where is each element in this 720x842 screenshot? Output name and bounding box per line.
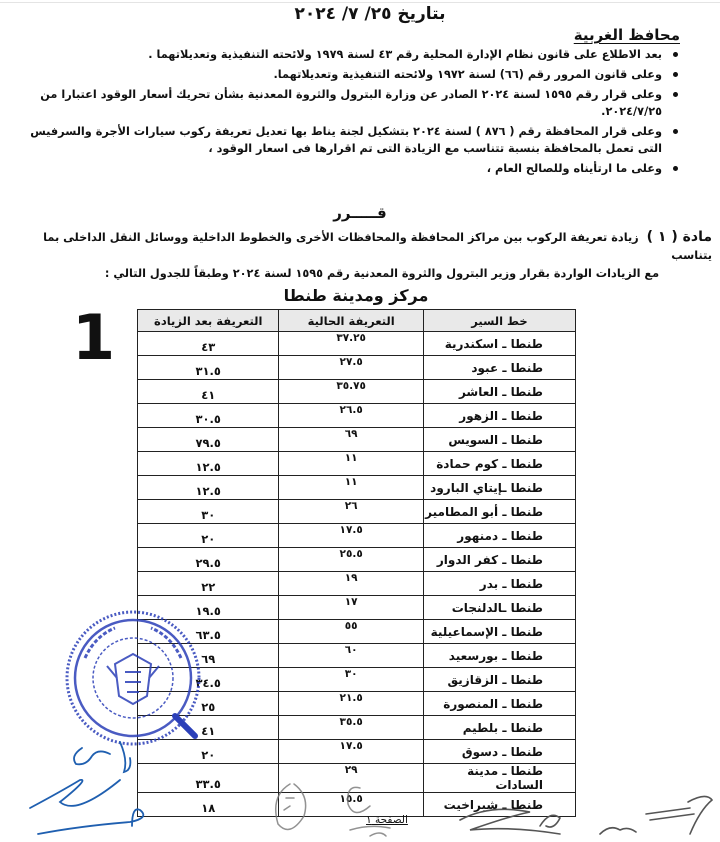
new-fare-cell: ٧٩.٥ xyxy=(138,428,279,452)
article-label: مادة ( ١ ) xyxy=(646,229,712,245)
new-fare-cell: ١٢.٥ xyxy=(138,452,279,476)
bullet-icon xyxy=(673,72,678,77)
preamble-item: وعلى قرار المحافظة رقم ( ٨٧٦ ) لسنة ٢٠٢٤ بتشكيل لجنة يناط بها تعديل تعريفة ركوب سيارات الأجرة والسرفيس التى تعمل بالمحافظة بنسبة تتناسب مع الزيادة التى تم اقرارها فى اسعار الوقود ، xyxy=(24,123,684,157)
current-fare-cell: ٣٥.٧٥ xyxy=(279,380,423,404)
table-row xyxy=(138,524,576,548)
new-fare-cell: ٤٣ xyxy=(138,332,279,356)
route-cell: طنطا ـإيتاي البارود xyxy=(423,476,575,500)
current-fare-cell: ١٧.٥ xyxy=(279,524,423,548)
table-row xyxy=(138,452,576,476)
decree-heading: قـــــرر xyxy=(333,204,387,222)
signature-middle xyxy=(250,776,410,842)
new-fare-cell: ٢٠ xyxy=(138,524,279,548)
current-fare-cell: ٢٥.٥ xyxy=(279,548,423,572)
route-cell: طنطا ـالدلنجات xyxy=(423,596,575,620)
current-fare-cell: ٦٠ xyxy=(279,644,423,668)
new-fare-cell: ٣٠ xyxy=(138,500,279,524)
preamble-item: وعلى قرار رقم ١٥٩٥ لسنة ٢٠٢٤ الصادر عن وزارة البترول والثروة المعدنية بشأن تحريك أسعار الوقود اعتبارا من ٢٠٢٤/٧/٢٥. xyxy=(24,86,684,120)
page-number: الصفحة ١ xyxy=(366,814,408,826)
preamble-list xyxy=(24,46,684,180)
preamble-item: بعد الاطلاع على قانون نظام الإدارة المحلية رقم ٤٣ لسنة ١٩٧٩ ولائحته التنفيذية وتعديلاتهما . xyxy=(24,46,684,63)
current-fare-cell: ٣٥.٥ xyxy=(279,716,423,740)
preamble-item: وعلى قانون المرور رقم (٦٦) لسنة ١٩٧٢ ولائحته التنفيذية وتعديلاتهما. xyxy=(24,66,684,83)
current-fare-cell: ٢٩ xyxy=(279,764,423,793)
current-fare-cell: ١١ xyxy=(279,452,423,476)
current-fare-cell: ٢٦.٥ xyxy=(279,404,423,428)
table-row xyxy=(138,548,576,572)
table-row xyxy=(138,356,576,380)
current-fare-cell: ٣٧.٢٥ xyxy=(279,332,423,356)
route-cell: طنطا ـ بدر xyxy=(423,572,575,596)
current-fare-cell: ١٧ xyxy=(279,596,423,620)
route-cell: طنطا ـ بورسعيد xyxy=(423,644,575,668)
header-new-fare: التعريفة بعد الزيادة xyxy=(138,310,279,332)
table-header-row xyxy=(138,310,576,332)
new-fare-cell: ٦٣.٥ xyxy=(138,620,279,644)
current-fare-cell: ٢٧.٥ xyxy=(279,356,423,380)
table-row xyxy=(138,332,576,356)
header-current-fare: التعريفة الحالية xyxy=(279,310,423,332)
header-route: خط السير xyxy=(423,310,575,332)
route-cell: طنطا ـ كوم حمادة xyxy=(423,452,575,476)
new-fare-cell: ١٢.٥ xyxy=(138,476,279,500)
table-row xyxy=(138,380,576,404)
article-text-line2: مع الزيادات الواردة بقرار وزير البترول والثروة المعدنية رقم ١٥٩٥ لسنة ٢٠٢٤ وطبقاً للجدول التالي : xyxy=(104,267,660,280)
new-fare-cell: ٢٥ xyxy=(138,692,279,716)
new-fare-cell: ٤١ xyxy=(138,716,279,740)
new-fare-cell: ١٩.٥ xyxy=(138,596,279,620)
current-fare-cell: ١٩ xyxy=(279,572,423,596)
route-cell: طنطا ـ مدينة السادات xyxy=(423,764,575,793)
bullet-icon xyxy=(673,92,678,97)
route-cell: طنطا ـ أبو المطامير xyxy=(423,500,575,524)
route-cell: طنطا ـ شبراخيت xyxy=(423,793,575,817)
signature-right xyxy=(450,790,720,842)
table-row xyxy=(138,500,576,524)
issuer-title: محافظ الغربية xyxy=(573,26,680,44)
article-text-line1: زيادة تعريفة الركوب بين مراكز المحافظة والمحافظات الأخرى والخطوط الداخلية ووسائل النقل الداخلى بما يتناسب xyxy=(43,231,712,262)
document-date: بتاريخ ٢٥/ ٧/ ٢٠٢٤ xyxy=(294,4,446,24)
preamble-item: وعلى ما ارتأيناه وللصالح العام ، xyxy=(24,160,684,177)
route-cell: طنطا ـ دمنهور xyxy=(423,524,575,548)
current-fare-cell: ١١ xyxy=(279,476,423,500)
article-1 xyxy=(12,228,712,283)
current-fare-cell: ٦٩ xyxy=(279,428,423,452)
route-cell: طنطا ـ العاشر xyxy=(423,380,575,404)
new-fare-cell: ٣٤.٥ xyxy=(138,668,279,692)
table-title: مركز ومدينة طنطا xyxy=(283,286,429,305)
bullet-icon xyxy=(673,129,678,134)
route-cell: طنطا ـ عبود xyxy=(423,356,575,380)
route-cell: طنطا ـ بلطيم xyxy=(423,716,575,740)
table-row xyxy=(138,572,576,596)
new-fare-cell: ٢٩.٥ xyxy=(138,548,279,572)
table-row xyxy=(138,404,576,428)
route-cell: طنطا ـ الإسماعيلية xyxy=(423,620,575,644)
route-cell: طنطا ـ المنصورة xyxy=(423,692,575,716)
current-fare-cell: ١٥.٥ xyxy=(279,793,423,817)
new-fare-cell: ٣١.٥ xyxy=(138,356,279,380)
current-fare-cell: ٣٠ xyxy=(279,668,423,692)
top-border-line xyxy=(0,2,720,3)
new-fare-cell: ٣٠.٥ xyxy=(138,404,279,428)
new-fare-cell: ٢٠ xyxy=(138,740,279,764)
route-cell: طنطا ـ دسوق xyxy=(423,740,575,764)
table-row xyxy=(138,476,576,500)
new-fare-cell: ٤١ xyxy=(138,380,279,404)
new-fare-cell: ٦٩ xyxy=(138,644,279,668)
signature-left xyxy=(20,730,150,842)
new-fare-cell: ٣٣.٥ xyxy=(138,764,279,793)
bullet-icon xyxy=(673,166,678,171)
current-fare-cell: ٢١.٥ xyxy=(279,692,423,716)
route-cell: طنطا ـ الزهور xyxy=(423,404,575,428)
route-cell: طنطا ـ السويس xyxy=(423,428,575,452)
current-fare-cell: ١٧.٥ xyxy=(279,740,423,764)
route-cell: طنطا ـ كفر الدوار xyxy=(423,548,575,572)
new-fare-cell: ٢٢ xyxy=(138,572,279,596)
page-marker-number: 1 xyxy=(72,301,116,374)
new-fare-cell: ١٨ xyxy=(138,793,279,817)
current-fare-cell: ٢٦ xyxy=(279,500,423,524)
route-cell: طنطا ـ اسكندرية xyxy=(423,332,575,356)
bullet-icon xyxy=(673,52,678,57)
table-row xyxy=(138,428,576,452)
current-fare-cell: ٥٥ xyxy=(279,620,423,644)
route-cell: طنطا ـ الزقازيق xyxy=(423,668,575,692)
